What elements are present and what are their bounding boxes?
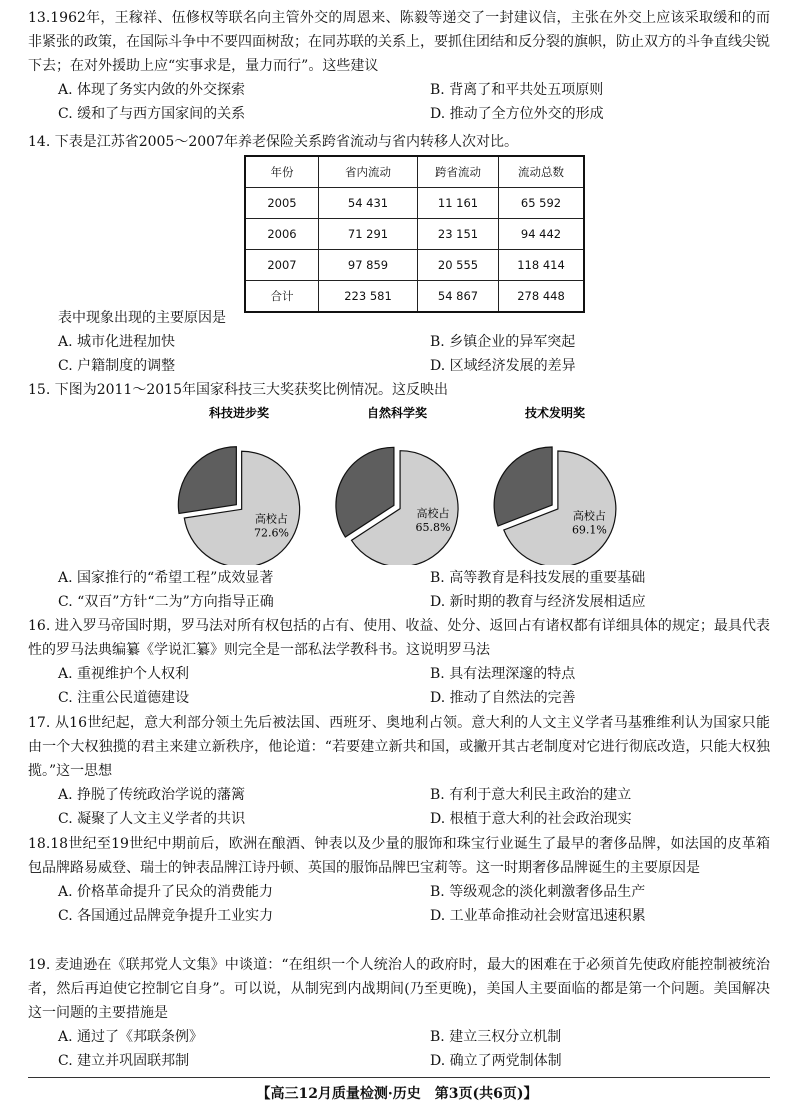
option-b: B. 建立三权分立机制 — [430, 1029, 562, 1045]
table-header: 省内流动 — [319, 156, 418, 188]
question-18-stem: 18.18世纪至19世纪中期前后，欧洲在酿酒、钟表以及少量的服饰和珠宝行业诞生了最早的奢侈品牌，如法国的皮革箱包品牌路易威登、瑞士的钟表品牌江诗丹顿、英国的服饰品牌巴宝莉等。这一时期奢侈品牌诞生的主要原因是 — [28, 836, 770, 876]
table-cell: 54 431 — [319, 188, 418, 219]
table-row — [245, 188, 584, 219]
option-c: C. “双百”方针“二为”方向指导正确 — [58, 594, 274, 610]
table-header-row — [245, 156, 584, 188]
option-d: D. 工业革命推动社会财富迅速积累 — [430, 908, 646, 924]
question-14-stem: 14. 下表是江苏省2005～2007年养老保险关系跨省流动与省内转移人次对比。 — [28, 134, 518, 150]
pie-title: 科技进步奖 — [208, 406, 270, 420]
question-16-options — [28, 662, 770, 710]
question-16-stem: 16. 进入罗马帝国时期，罗马法对所有权包括的占有、使用、收益、处分、返回占有诸权都有详细具体的规定；最具代表性的罗马法典编纂《学说汇纂》则完全是一部私法学教科书。这说明罗马法 — [28, 618, 770, 658]
pie-title: 技术发明奖 — [524, 406, 586, 420]
table-row — [245, 250, 584, 281]
option-c: C. 凝聚了人文主义学者的共识 — [58, 811, 246, 827]
option-d: D. 根植于意大利的社会政治现实 — [430, 811, 632, 827]
table-cell: 20 555 — [418, 250, 499, 281]
award-pie-charts — [0, 405, 794, 565]
option-c: C. 缓和了与西方国家间的关系 — [58, 106, 246, 122]
question-19-options — [28, 1025, 770, 1073]
question-18-options — [28, 880, 770, 928]
pie-slice-label: 高校占 — [572, 509, 606, 523]
table-header: 年份 — [245, 156, 319, 188]
question-14-question: 表中现象出现的主要原因是 — [58, 310, 226, 326]
question-17 — [28, 711, 770, 831]
option-b: B. 有利于意大利民主政治的建立 — [430, 787, 632, 803]
table-cell: 223 581 — [319, 281, 418, 313]
table-cell: 合计 — [245, 281, 319, 313]
question-14-options — [28, 330, 770, 378]
option-a: A. 价格革命提升了民众的消费能力 — [58, 884, 274, 900]
option-b: B. 乡镇企业的异军突起 — [430, 334, 576, 350]
pie-value-label: 72.6% — [253, 526, 289, 540]
table-cell: 65 592 — [499, 188, 585, 219]
question-15 — [28, 378, 770, 402]
option-a: A. 通过了《邦联条例》 — [58, 1029, 204, 1045]
question-17-stem: 17. 从16世纪起，意大利部分领土先后被法国、西班牙、奥地利占领。意大利的人文主义学者马基雅维利认为国家只能由一个大权独揽的君主来建立新秩序，他论道：“若要建立新共和国，或撇开其古老制度对它进行彻底改造，只能大权独揽。”这一思想 — [28, 715, 770, 779]
footer-divider — [28, 1077, 770, 1078]
option-d: D. 新时期的教育与经济发展相适应 — [430, 594, 646, 610]
page-footer: 【高三12月质量检测·历史 第3页(共6页)】 — [256, 1086, 538, 1102]
question-16 — [28, 614, 770, 710]
pie-value-label: 69.1% — [571, 523, 607, 537]
option-a: A. 城市化进程加快 — [58, 334, 176, 350]
table-cell: 2007 — [245, 250, 319, 281]
pie-title: 自然科学奖 — [366, 406, 428, 420]
question-15-options — [28, 566, 770, 614]
table-cell: 54 867 — [418, 281, 499, 313]
table-cell: 71 291 — [319, 219, 418, 250]
question-17-options — [28, 783, 770, 831]
table-cell: 118 414 — [499, 250, 585, 281]
table-header: 跨省流动 — [418, 156, 499, 188]
migration-table — [244, 155, 585, 313]
option-c: C. 各国通过品牌竞争提升工业实力 — [58, 908, 274, 924]
table-cell: 278 448 — [499, 281, 585, 313]
option-d: D. 推动了自然法的完善 — [430, 690, 576, 706]
option-b: B. 背离了和平共处五项原则 — [430, 82, 604, 98]
option-a: A. 重视维护个人权利 — [58, 666, 190, 682]
option-a: A. 挣脱了传统政治学说的藩篱 — [58, 787, 246, 803]
pie-slice-label: 高校占 — [416, 507, 450, 521]
pie-value-label: 65.8% — [415, 521, 451, 535]
table-cell: 23 151 — [418, 219, 499, 250]
option-d: D. 确立了两党制体制 — [430, 1053, 562, 1069]
option-c: C. 建立并巩固联邦制 — [58, 1053, 190, 1069]
table-cell: 94 442 — [499, 219, 585, 250]
table-cell: 97 859 — [319, 250, 418, 281]
option-c: C. 户籍制度的调整 — [58, 358, 176, 374]
table-row — [245, 219, 584, 250]
option-b: B. 等级观念的淡化刺激奢侈品生产 — [430, 884, 646, 900]
table-cell: 11 161 — [418, 188, 499, 219]
table-cell: 2006 — [245, 219, 319, 250]
option-d: D. 推动了全方位外交的形成 — [430, 106, 604, 122]
table-cell: 2005 — [245, 188, 319, 219]
question-14 — [28, 130, 770, 154]
question-13-stem: 13.1962年，王稼祥、伍修权等联名向主管外交的周恩来、陈毅等递交了一封建议信，主张在外交上应该采取缓和的而非紧张的政策，在国际斗争中不要四面树敌；在同苏联的关系上，要抓住团结和反分裂的旗帜，防止双方的斗争直线尖锐下去；在对外援助上应“实事求是，量力而行”。这些建议 — [28, 10, 770, 74]
question-14-tail — [28, 306, 770, 378]
question-15-options-block — [28, 566, 770, 614]
option-d: D. 区域经济发展的差异 — [430, 358, 576, 374]
table-header: 流动总数 — [499, 156, 585, 188]
pie-slice-other — [178, 447, 236, 514]
question-18 — [28, 832, 770, 928]
question-19 — [28, 953, 770, 1073]
option-b: B. 具有法理深邃的特点 — [430, 666, 576, 682]
option-a: A. 国家推行的“希望工程”成效显著 — [58, 570, 274, 586]
option-c: C. 注重公民道德建设 — [58, 690, 190, 706]
question-13-options — [28, 78, 770, 126]
pie-slice-label: 高校占 — [254, 512, 288, 526]
question-13 — [28, 6, 770, 126]
option-b: B. 高等教育是科技发展的重要基础 — [430, 570, 646, 586]
option-a: A. 体现了务实内敛的外交探索 — [58, 82, 246, 98]
question-15-stem: 15. 下图为2011～2015年国家科技三大奖获奖比例情况。这反映出 — [28, 382, 448, 398]
question-19-stem: 19. 麦迪逊在《联邦党人文集》中谈道：“在组织一个人统治人的政府时，最大的困难在于必须首先使政府能控制被统治者，然后再迫使它控制它自身”。可以说，从制宪到内战期间(乃至更晚)，美国人主要面临的都是第一个问题。美国解决这一问题的主要措施是 — [28, 957, 770, 1021]
